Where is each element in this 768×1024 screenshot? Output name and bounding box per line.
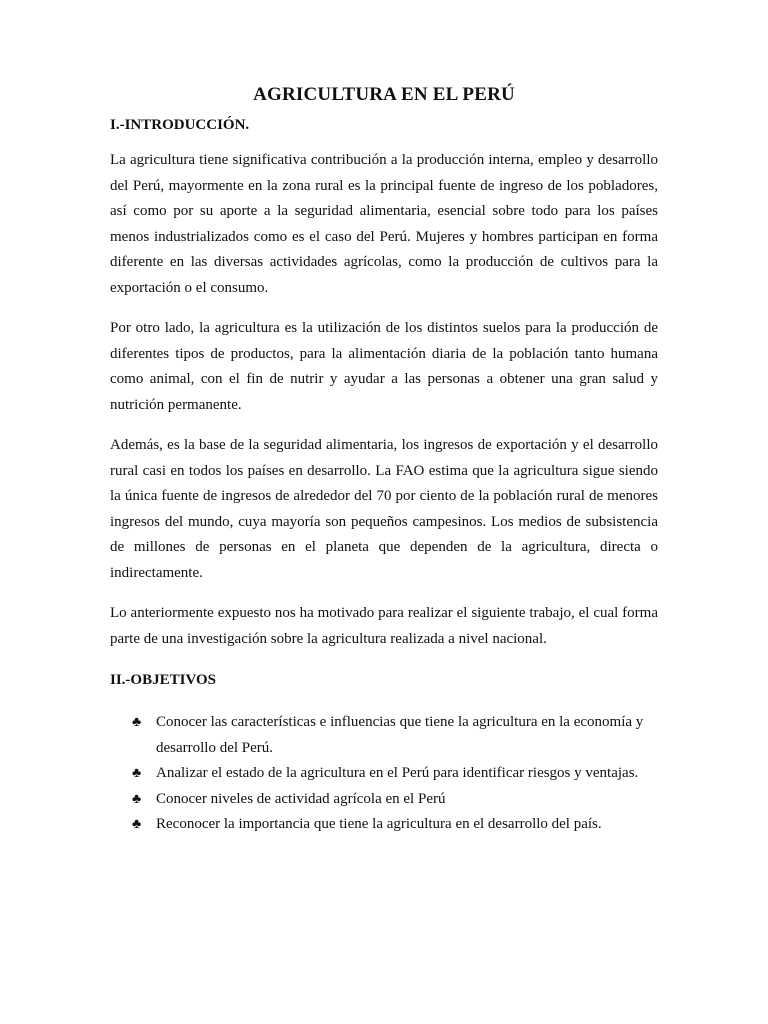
club-suit-icon: ♣ (132, 791, 142, 807)
section-heading-introduction: I.-INTRODUCCIÓN. (110, 117, 250, 133)
objective-text: Analizar el estado de la agricultura en el Perú para identificar riesgos y ventajas. (156, 765, 639, 782)
objective-text: Reconocer la importancia que tiene la agricultura en el desarrollo del país. (156, 816, 602, 833)
objective-text: Conocer las características e influencias que tiene la agricultura en la economía y desarrollo del Perú. (156, 714, 644, 756)
objective-text: Conocer niveles de actividad agrícola en el Perú (156, 790, 446, 807)
document-title: AGRICULTURA EN EL PERÚ (253, 84, 515, 105)
club-suit-icon: ♣ (132, 766, 142, 782)
section-heading-objectives: II.-OBJETIVOS (110, 672, 216, 688)
intro-paragraph-3: Además, es la base de la seguridad alimentaria, los ingresos de exportación y el desarrollo rural casi en todos los países en desarrollo. La FAO estima que la agricultura sigue siendo la única fuente de ingresos de alrededor del 70 por ciento de la población rural de menores ingresos del mundo, cuya mayoría son pequeños campesinos. Los medios de subsistencia de millones de personas en el planeta que dependen de la agricultura, directa o indirectamente. (110, 437, 658, 581)
objective-item (128, 761, 668, 787)
objective-item (128, 812, 668, 838)
intro-paragraph-1: La agricultura tiene significativa contribución a la producción interna, empleo y desarrollo del Perú, mayormente en la zona rural es la principal fuente de ingreso de los pobladores, así como por su aporte a la seguridad alimentaria, esencial sobre todo para los países menos industrializados como es el caso del Perú. Mujeres y hombres participan en forma diferente en las diversas actividades agrícolas, como la producción de cultivos para la exportación o el consumo. (110, 152, 658, 296)
intro-paragraph-2: Por otro lado, la agricultura es la utilización de los distintos suelos para la producción de diferentes tipos de productos, para la alimentación diaria de la población tanto humana como animal, con el fin de nutrir y ayudar a las personas a obtener una gran salud y nutrición permanente. (110, 320, 658, 413)
intro-paragraph-4: Lo anteriormente expuesto nos ha motivado para realizar el siguiente trabajo, el cual forma parte de una investigación sobre la agricultura realizada a nivel nacional. (110, 605, 658, 647)
objectives-list (128, 710, 668, 838)
club-suit-icon: ♣ (132, 715, 142, 730)
objective-item (128, 787, 668, 813)
objective-item (128, 710, 668, 761)
club-suit-icon: ♣ (132, 817, 142, 833)
